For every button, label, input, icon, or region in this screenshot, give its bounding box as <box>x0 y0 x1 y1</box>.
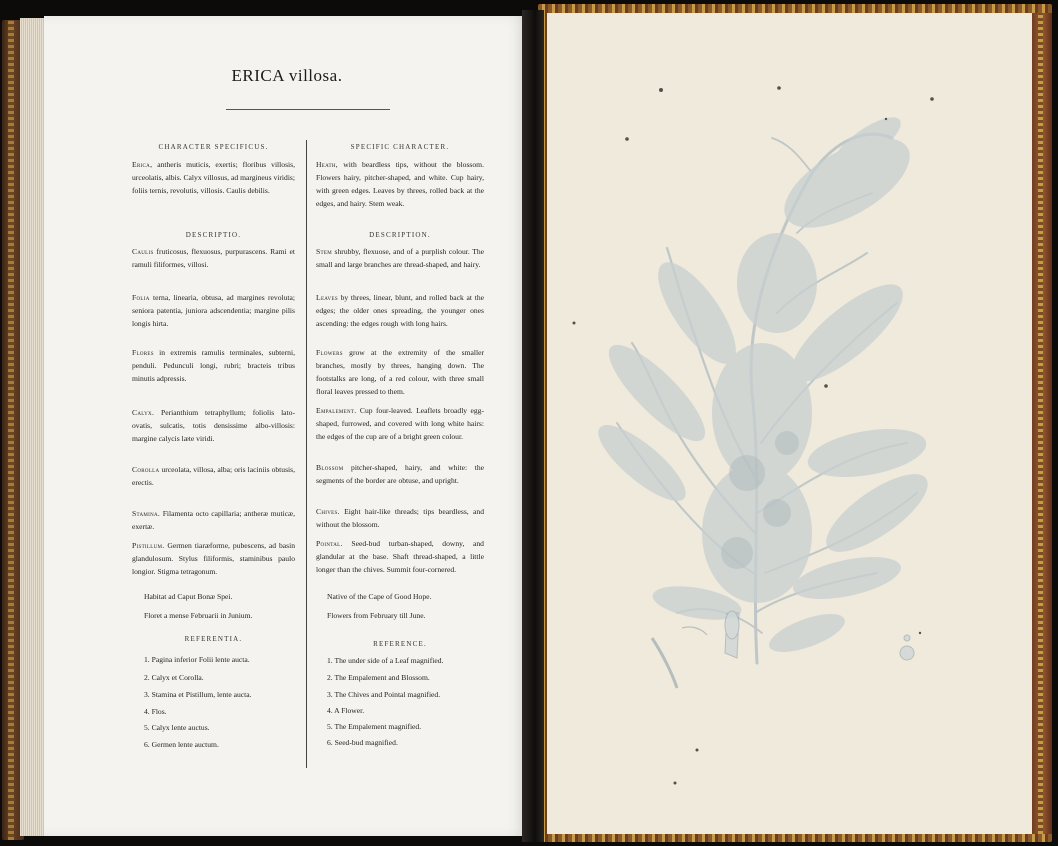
specific-character-heading: SPECIFIC CHARACTER. <box>350 143 450 151</box>
body-text: by threes, linear, blunt, and rolled back at the edges; the older ones spreading, the younger ones ascending: the edges rough with long hairs. <box>316 293 484 328</box>
reference-item: 2. Calyx et Corolla. <box>144 673 204 682</box>
body-text: with beardless tips, without the blossom. Flowers hairy, pitcher-shaped, and white. Cup hairy, with green edges. Leaves by threes, rolled back at the edges, and hairy. Stem weak. <box>316 160 484 208</box>
character-specificus-text <box>132 158 295 197</box>
description-heading: DESCRIPTION. <box>369 231 431 239</box>
reference-item: 2. The Empalement and Blossom. <box>327 673 430 682</box>
heath-plant-illustration <box>547 13 1032 834</box>
lead-word: Blossom <box>316 463 344 472</box>
lead-word: Empalement. <box>316 406 357 415</box>
body-text: shrubby, flexuose, and of a purplish colour. The small and large branches are thread-shaped, and hairy. <box>316 247 484 269</box>
habitat-latin: Habitat ad Caput Bonæ Spei. <box>144 592 233 601</box>
body-text: Seed-bud turban-shaped, downy, and glandular at the base. Shaft thread-shaped, a little longer than the chives. Summit four-cornered. <box>316 539 484 574</box>
right-cover-edge <box>1032 13 1052 834</box>
english-paragraph <box>316 461 484 487</box>
habitat-english: Native of the Cape of Good Hope. <box>327 592 432 601</box>
body-text: Germen tiaræforme, pubescens, ad basin glandulosum. Stylus filiformis, staminibus paulo longior. Stigma tetragonum. <box>132 541 295 576</box>
latin-paragraph <box>132 463 295 489</box>
body-text: Cup four-leaved. Leaflets broadly egg-shaped, furrowed, and covered with long white hairs: the edges of the cup are of a bright green colour. <box>316 406 484 441</box>
lead-word: Pointal. <box>316 539 343 548</box>
english-paragraph <box>316 346 484 398</box>
lead-word: Corolla <box>132 465 160 474</box>
character-specificus-heading: CHARACTER SPECIFICUS. <box>158 143 269 151</box>
body-text: Filamenta octo capillaria; antheræ muticæ, exertæ. <box>132 509 295 531</box>
floret-english: Flowers from February till June. <box>327 611 426 620</box>
latin-paragraph <box>132 291 295 330</box>
english-paragraph <box>316 245 484 271</box>
reference-item: 4. Flos. <box>144 707 167 716</box>
column-divider <box>306 140 307 768</box>
referentia-heading: REFERENTIA. <box>184 635 243 643</box>
latin-paragraph <box>132 406 295 445</box>
body-text: grow at the extremity of the smaller branches, mostly by threes, hanging down. The footstalks are long, of a red colour, with three small floral leaves pressed to them. <box>316 348 484 396</box>
floret-latin: Floret a mense Februarii in Junium. <box>144 611 253 620</box>
latin-paragraph <box>132 507 295 533</box>
reference-heading: REFERENCE. <box>373 640 427 648</box>
reference-item: 6. Germen lente auctum. <box>144 740 219 749</box>
lead-word: Heath, <box>316 160 338 169</box>
reference-item: 1. Pagina inferior Folii lente aucta. <box>144 655 250 664</box>
lead-word: Stem <box>316 247 332 256</box>
specific-character-text <box>316 158 484 210</box>
body-text: in extremis ramulis terminales, subterni, penduli. Pedunculi longi, rubri; bracteis tribus minutis adpressis. <box>132 348 295 383</box>
body-text: Eight hair-like threads; tips beardless, and without the blossom. <box>316 507 484 529</box>
lead-word: Stamina. <box>132 509 161 518</box>
page-title: ERICA villosa. <box>231 66 343 85</box>
lead-word: Pistillum. <box>132 541 165 550</box>
body-text: pitcher-shaped, hairy, and white: the segments of the border are obtuse, and upright. <box>316 463 484 485</box>
page-stack-edges <box>20 18 46 836</box>
body-text: antheris muticis, exertis; floribus villosis, urceolatis, albis. Calyx villosus, ad margineus viridis; foliis ternis, revolutis, villosis. Caulis debilis. <box>132 160 295 195</box>
reference-item: 6. Seed-bud magnified. <box>327 738 398 747</box>
latin-paragraph <box>132 346 295 385</box>
book-gutter <box>522 10 544 842</box>
latin-paragraph <box>132 539 295 578</box>
body-text: Perianthium tetraphyllum; foliolis lato-ovatis, sulcatis, totis densissime albo-villosis: margine calycis læte viridi. <box>132 408 295 443</box>
descriptio-heading: DESCRIPTIO. <box>185 231 242 239</box>
lead-word: Flowers <box>316 348 343 357</box>
lead-word: Flores <box>132 348 154 357</box>
english-paragraph <box>316 505 484 531</box>
reference-item: 3. Stamina et Pistillum, lente aucta. <box>144 690 252 699</box>
lead-word: Caulis <box>132 247 154 256</box>
reference-item: 3. The Chives and Pointal magnified. <box>327 690 441 699</box>
lead-word: Leaves <box>316 293 338 302</box>
reference-item: 5. The Empalement magnified. <box>327 722 422 731</box>
body-text: terna, linearia, obtusa, ad margines revoluta; seniora patentia, juniora adscendentia; margine pilis longis hirta. <box>132 293 296 328</box>
title-rule <box>226 109 390 110</box>
english-paragraph <box>316 404 484 443</box>
lead-word: Calyx. <box>132 408 155 417</box>
lead-word: Erica, <box>132 160 153 169</box>
body-text: urceolata, villosa, alba; oris laciniis obtusis, erectis. <box>132 465 295 487</box>
latin-paragraph <box>132 245 295 271</box>
english-paragraph <box>316 537 484 576</box>
reference-item: 4. A Flower. <box>327 706 365 715</box>
lead-word: Chives. <box>316 507 340 516</box>
body-text: fruticosus, flexuosus, purpurascens. Rami et ramuli filiformes, villosi. <box>132 247 295 269</box>
lead-word: Folia <box>132 293 150 302</box>
reference-item: 5. Calyx lente auctus. <box>144 723 210 732</box>
reference-item: 1. The under side of a Leaf magnified. <box>327 656 444 665</box>
english-paragraph <box>316 291 484 330</box>
